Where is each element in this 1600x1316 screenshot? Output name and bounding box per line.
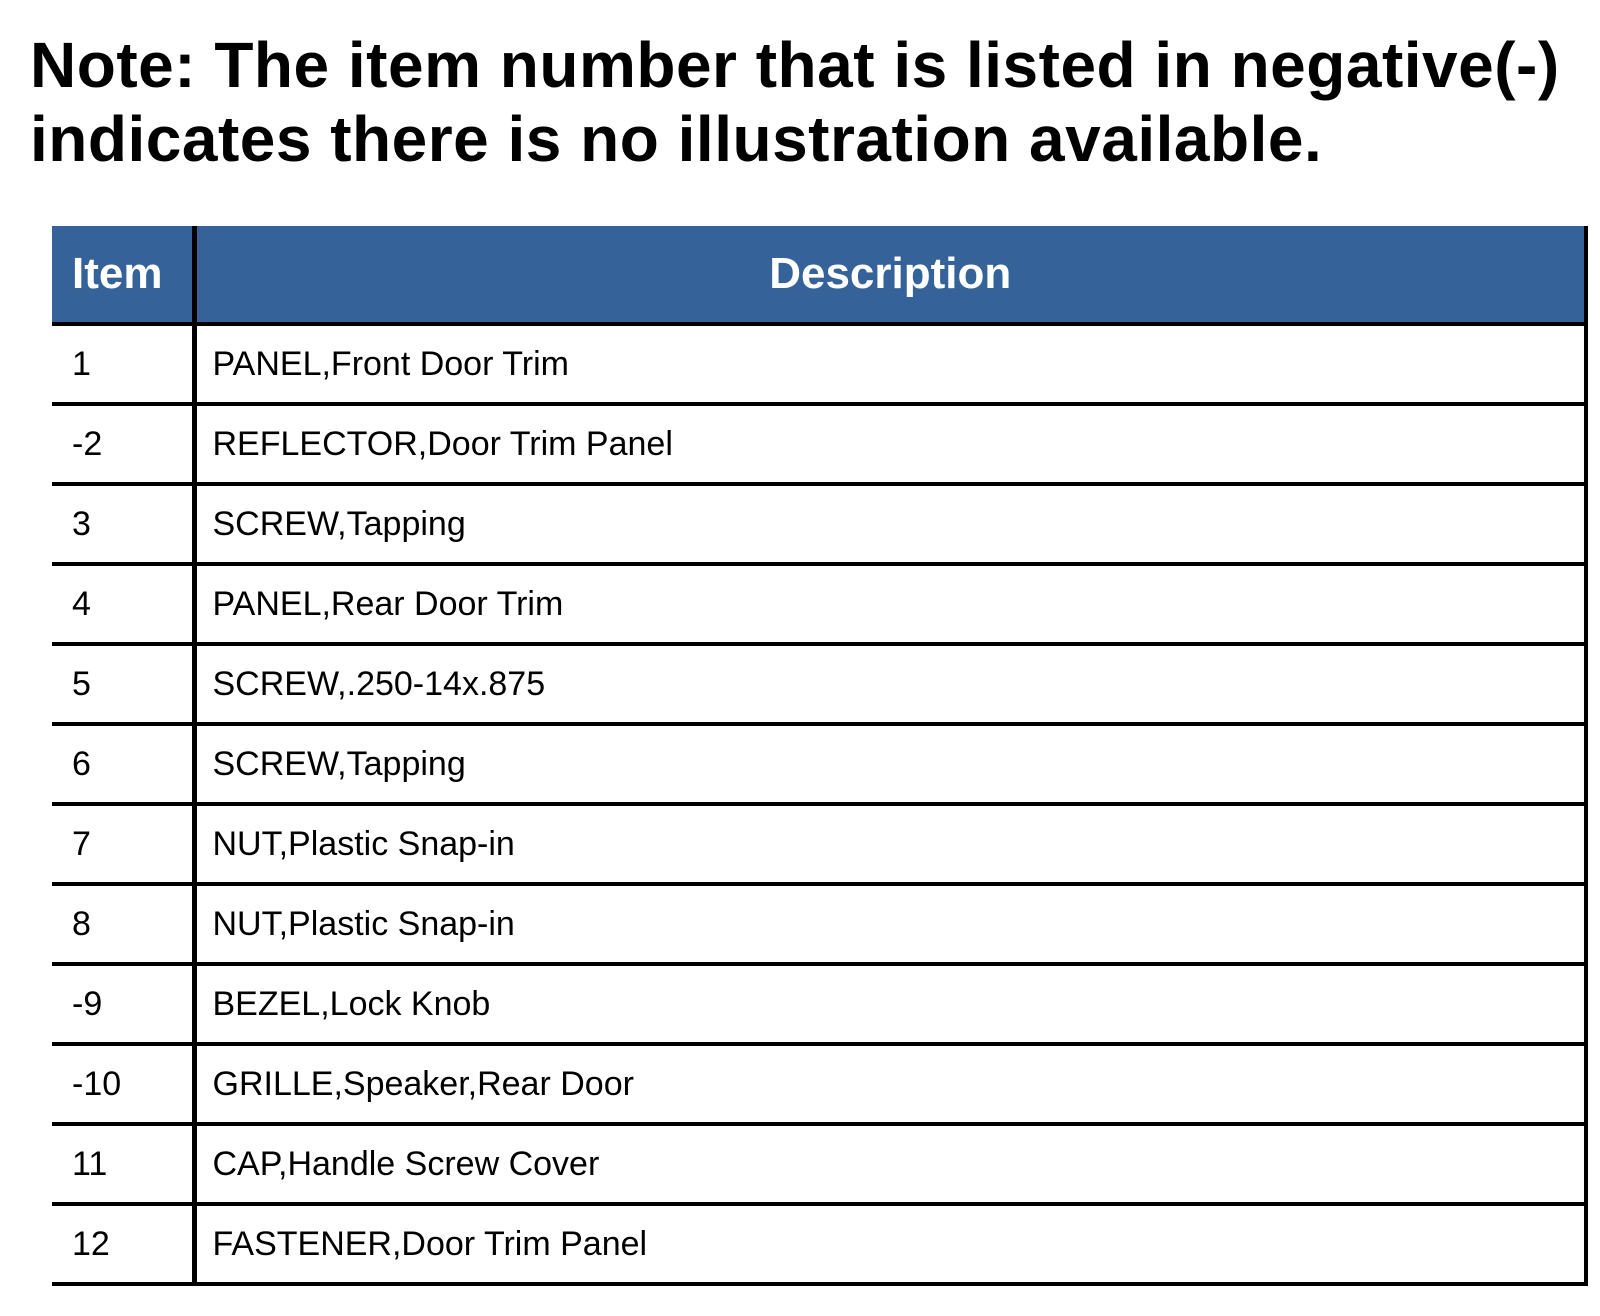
- table-row: [52, 1044, 1586, 1124]
- table-row: [52, 804, 1586, 884]
- description-cell: BEZEL,Lock Knob: [194, 964, 1586, 1044]
- note-line-1: Note: The item number that is listed in negative(-): [30, 29, 1560, 101]
- table-row: [52, 404, 1586, 484]
- parts-table: [52, 226, 1588, 1286]
- description-cell: GRILLE,Speaker,Rear Door: [194, 1044, 1586, 1124]
- table-row: [52, 644, 1586, 724]
- description-cell: NUT,Plastic Snap-in: [194, 884, 1586, 964]
- illustration-note: [30, 28, 1590, 176]
- item-number-cell: 7: [52, 804, 194, 884]
- description-cell: SCREW,Tapping: [194, 484, 1586, 564]
- item-number-cell: -2: [52, 404, 194, 484]
- item-number-cell: 11: [52, 1124, 194, 1204]
- description-cell: PANEL,Rear Door Trim: [194, 564, 1586, 644]
- description-cell: CAP,Handle Screw Cover: [194, 1124, 1586, 1204]
- description-cell: SCREW,Tapping: [194, 724, 1586, 804]
- table-row: [52, 884, 1586, 964]
- header-row: [52, 226, 1586, 324]
- note-line-2: indicates there is no illustration available.: [30, 103, 1323, 175]
- table-row: [52, 724, 1586, 804]
- description-cell: NUT,Plastic Snap-in: [194, 804, 1586, 884]
- table-row: [52, 324, 1586, 404]
- table-row: [52, 964, 1586, 1044]
- item-number-cell: 1: [52, 324, 194, 404]
- item-number-cell: 8: [52, 884, 194, 964]
- table-row: [52, 1124, 1586, 1204]
- description-cell: PANEL,Front Door Trim: [194, 324, 1586, 404]
- table-row: [52, 1204, 1586, 1284]
- description-cell: FASTENER,Door Trim Panel: [194, 1204, 1586, 1284]
- description-cell: REFLECTOR,Door Trim Panel: [194, 404, 1586, 484]
- parts-table-header: [52, 226, 1586, 324]
- table-row: [52, 484, 1586, 564]
- item-number-cell: 3: [52, 484, 194, 564]
- item-number-cell: 6: [52, 724, 194, 804]
- table-row: [52, 564, 1586, 644]
- item-column-header: Item: [52, 226, 194, 324]
- item-number-cell: 12: [52, 1204, 194, 1284]
- item-number-cell: -9: [52, 964, 194, 1044]
- description-column-header: Description: [194, 226, 1586, 324]
- item-number-cell: 4: [52, 564, 194, 644]
- item-number-cell: -10: [52, 1044, 194, 1124]
- description-cell: SCREW,.250-14x.875: [194, 644, 1586, 724]
- parts-table-body: [52, 324, 1586, 1284]
- item-number-cell: 5: [52, 644, 194, 724]
